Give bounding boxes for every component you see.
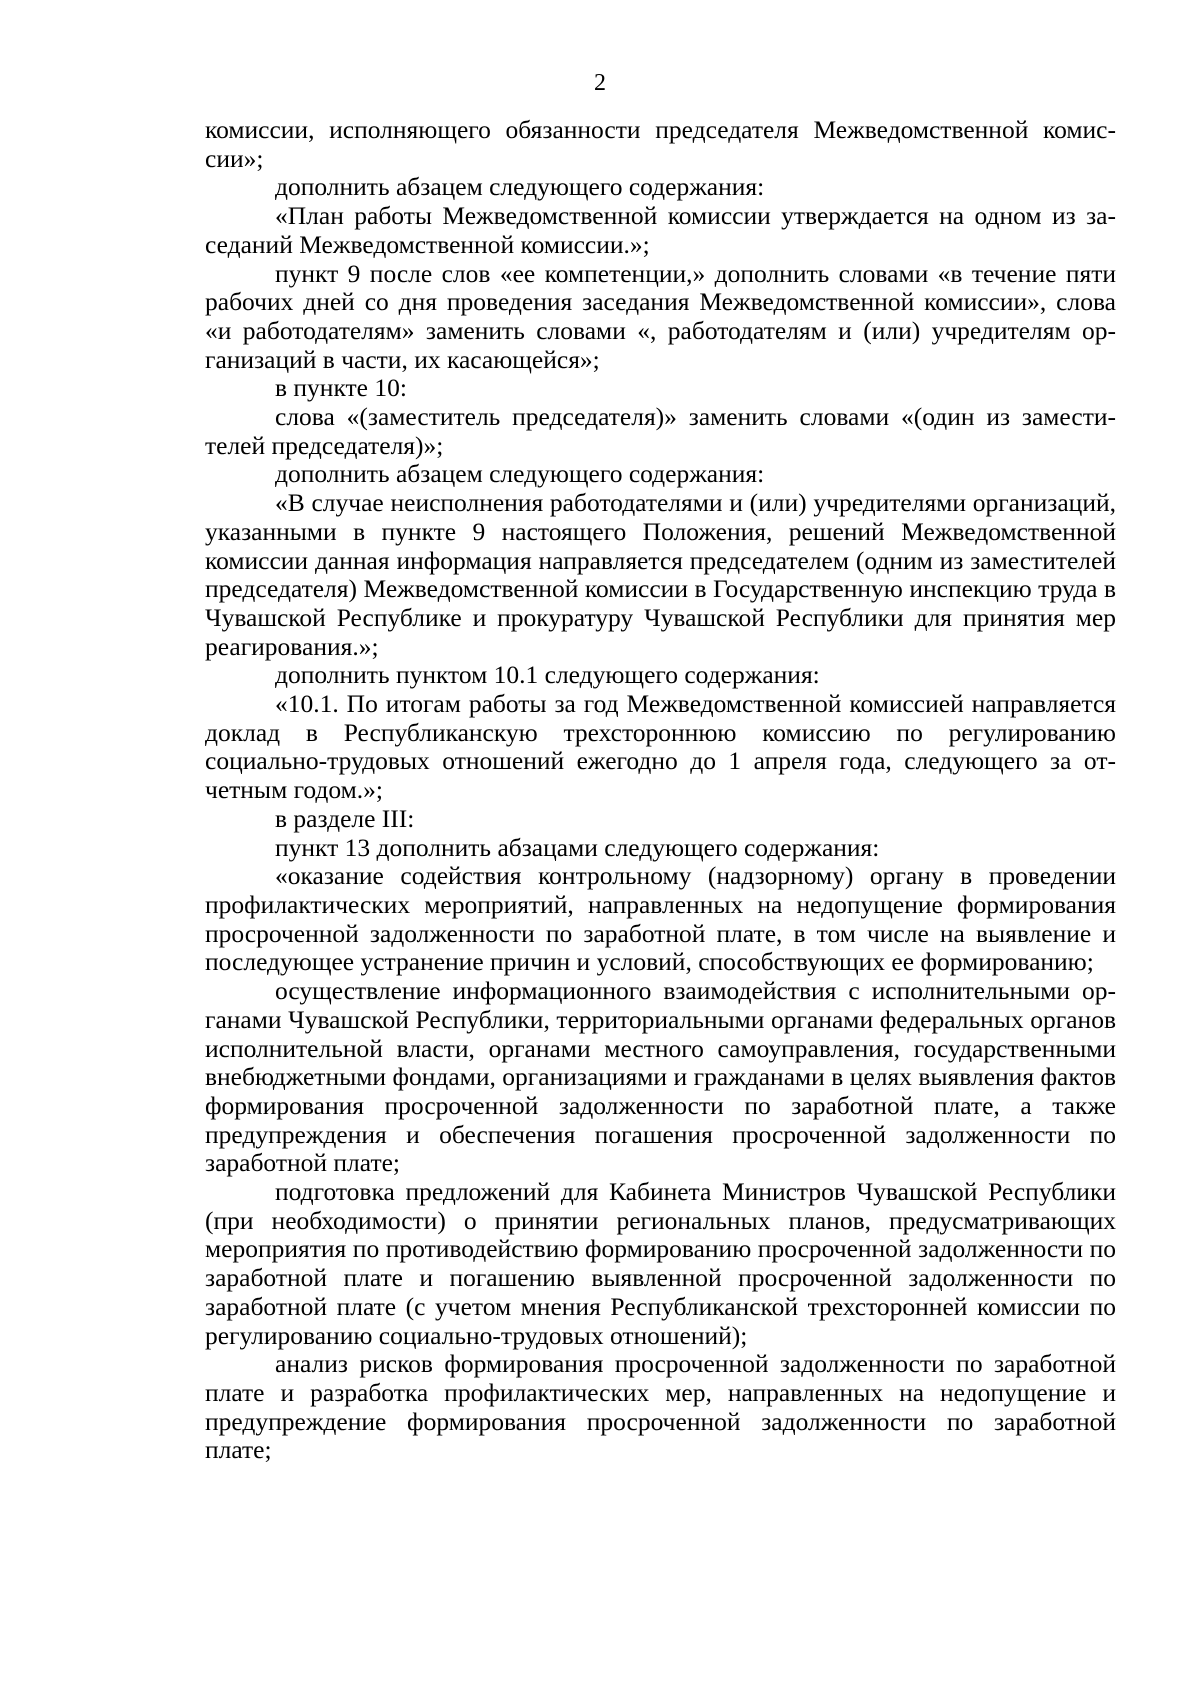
paragraph: дополнить абзацем следующего содержания: bbox=[275, 172, 765, 202]
paragraph: «В случае неисполнения работодателями и (или) учредителями организаций, указанными в пункте 9 настоящего Положения, решений Межведомственной комиссии данная информация направляется председателем (одним из заместителей председателя) Межведомственной комиссии в Государственную инспекцию труда в Чувашской Республике и прокуратуру Чувашской Республики для принятия мер реагирования.»; bbox=[205, 488, 1116, 661]
paragraph: дополнить пунктом 10.1 следующего содержания: bbox=[275, 660, 820, 690]
paragraph: осуществление информационного взаимодействия с исполнительными органами Чувашской Республики, территориальными органами федеральных органов исполнительной власти, органами местного самоуправления, государственными внебюджетными фондами, организациями и гражданами в целях выявления фактов формирования просроченной задолженности по заработной плате, а также предупреждения и обеспечения погашения просроченной задолженности по заработной плате; bbox=[205, 976, 1116, 1178]
paragraph: подготовка предложений для Кабинета Министров Чувашской Республики (при необходимости) о принятии региональных планов, предусматривающих мероприятия по противодействию формированию просроченной задолженности по заработной плате и погашению выявленной просроченной задолженности по заработной плате (с учетом мнения Республиканской трехсторонней комиссии по регулированию социально-трудовых отношений); bbox=[205, 1177, 1116, 1350]
page-number: 2 bbox=[594, 70, 606, 96]
paragraph: дополнить абзацем следующего содержания: bbox=[275, 459, 765, 489]
paragraph: «10.1. По итогам работы за год Межведомственной комиссией направляется доклад в Республиканскую трехстороннюю комиссию по регулированию социально-трудовых отношений ежегодно до 1 апреля года, следующего за отчетным годом.»; bbox=[205, 689, 1116, 805]
paragraph: «оказание содействия контрольному (надзорному) органу в проведении профилактических мероприятий, направленных на недопущение формирования просроченной задолженности по заработной плате, в том числе на выявление и последующее устранение причин и условий, способствующих ее формированию; bbox=[205, 861, 1116, 977]
paragraph: пункт 13 дополнить абзацами следующего содержания: bbox=[275, 832, 880, 862]
paragraph: слова «(заместитель председателя)» заменить словами «(один из заместителей председателя)»; bbox=[205, 402, 1116, 460]
paragraph: анализ рисков формирования просроченной задолженности по заработной плате и разработка профилактических мер, направленных на недопущение и предупреждение формирования просроченной задолженности по заработной плате; bbox=[205, 1349, 1116, 1465]
paragraph: в разделе III: bbox=[275, 803, 415, 833]
paragraph: пункт 9 после слов «ее компетенции,» дополнить словами «в течение пяти рабочих дней со дня проведения заседания Межведомственной комиссии», слова «и работодателям» заменить словами «, работодателям и (или) учредителям организаций в части, их касающейся»; bbox=[205, 258, 1116, 374]
paragraph: «План работы Межведомственной комиссии утверждается на одном из заседаний Межведомственной комиссии.»; bbox=[205, 201, 1116, 259]
document-body bbox=[205, 116, 1116, 1465]
paragraph: комиссии, исполняющего обязанности председателя Межведомственной комиссии»; bbox=[205, 115, 1116, 173]
paragraph: в пункте 10: bbox=[275, 373, 407, 403]
